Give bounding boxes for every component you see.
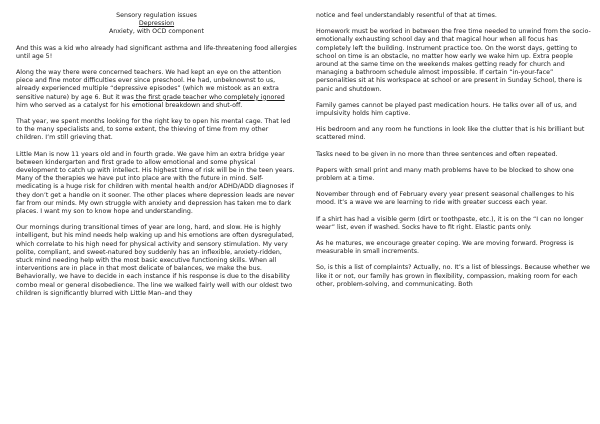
paragraph-text: Along the way there were concerned teachers. We had kept an eye on the attention piece and fine motor difficulties ever since preschool. He had, unbeknownst to us, already experienced multiple “depressive episodes” (which we mistook as an extra sensitive nature) by age 6. But it was [16,69,281,101]
heading-title: Sensory regulation issues [116,12,197,19]
paragraph: So, is this a list of complaints? Actually, no. It’s a list of blessings. Because whether we like it or not, our family has grown in flexibility, compassion, making room for each other, problem-solving, and communicating. Both [316,264,591,288]
paragraph: notice and feel understandably resentful of that at times. [316,12,497,19]
heading-subtitle-depression: Depression [138,20,175,28]
paragraph: Family games cannot be played past medication hours. He talks over all of us, and impulsivity holds him captive. [316,101,577,118]
paragraph: If a shirt has had a visible germ (dirt or toothpaste, etc.), it is on the “I can no longer wear” list, even if washed. Socks have to fit right. Elastic pants only. [316,215,584,231]
paragraph: Our mornings during transitional times of year are long, hard, and slow. He is highly intelligent, but his mind needs help waking up and his emotions are often dysregulated, which correlate to his high need for physical activity and sensory stimulation. My very polite, compliant, and sweet-natured boy suddenly has an inflexible, anxiety-ridden, stuck mind needing help with the most basic executive functioning skills. When all interventions are in place in that most delicate of balances, we make the bus. Behaviorally, we have to decide in each instance if his response is due to the disability combo meal or general disobedience. The line we walked fairly well with our oldest two children is significantly blurred with Little Man–and they [16,224,294,297]
paragraph: His bedroom and any room he functions in look like the clutter that is his brilliant but scattered mind. [316,126,585,142]
paragraph: Papers with small print and many math problems have to be blocked to show one problem at a time. [316,166,574,183]
left-column [16,12,297,306]
paragraph: That year, we spent months looking for the right key to open his mental cage. That led to the many specialists and, to some extent, the thieving of time from my other children. I’m still grieving that. [16,118,291,142]
underlined-phrase: the first grade teacher who completely ignored [133,93,285,101]
right-column [316,12,592,297]
heading-subtitle-anxiety: Anxiety, with OCD component [108,28,205,36]
paragraph: Homework must be worked in between the free time needed to unwind from the socio-emotionally exhausting school day and that magical hour when all focus has completely left the building. Instrument practice too. On the worst days, getting to school on time is an obstacle, no matter how early we wake him up. Extra people around at the same time on the weekends makes getting ready for church and managing a bathroom schedule almost impossible. If certain “in-your-face” personalities sit at his workspace at school or are present in Sunday School, there is panic and shutdown. [316,28,591,93]
paragraph [16,69,297,110]
paragraph: Tasks need to be given in no more than three sentences and often repeated. [316,150,558,158]
document-heading [16,12,297,37]
paragraph: As he matures, we encourage greater coping. We are moving forward. Progress is measurable in small increments. [316,240,574,256]
paragraph-text: him who served as a catalyst for his emotional breakdown and shut-off. [16,101,243,109]
paragraph: Little Man is now 11 years old and in fourth grade. We gave him an extra bridge year between kindergarten and first grade to allow emotional and some physical development to catch up with intellect. His highest time of risk will be in the teen years. Many of the therapies we have put into place are with the future in mind. Self-medicating is a huge risk for children with mental health and/or ADHD/ADD diagnoses if they don’t get a handle on it sooner. The other places where depression leads are never far from our minds. My own struggle with anxiety and depression has taken me to dark places. I want my son to know hope and understanding. [16,150,295,216]
paragraph: And this was a kid who already had significant asthma and life-threatening food allergies until age 5! [16,44,297,60]
paragraph: November through end of February every year present seasonal challenges to his mood. It’s a wave we are learning to ride with greater success each year. [316,191,575,207]
